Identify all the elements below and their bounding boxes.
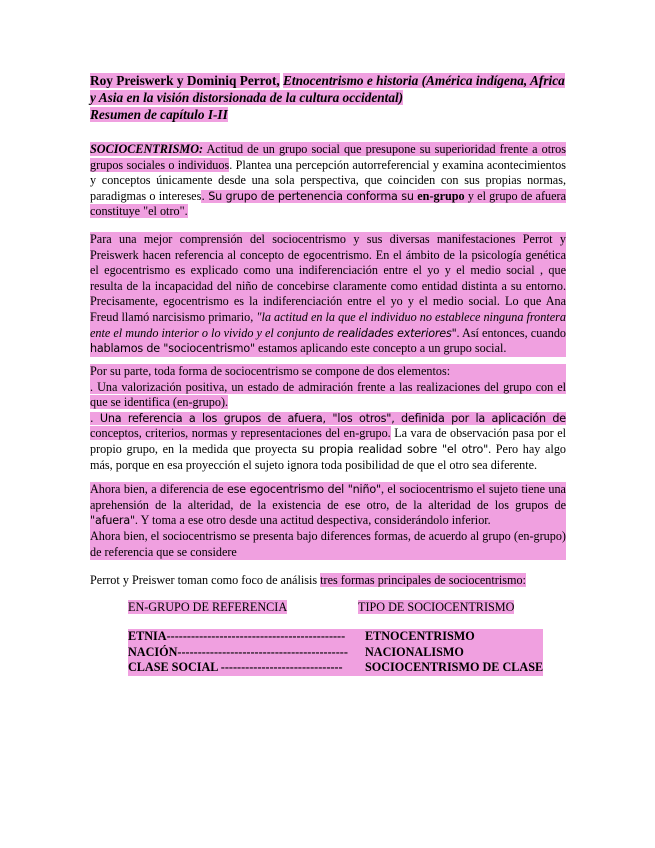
table-header: [128, 600, 514, 615]
p1-ingroup: en-grupo: [417, 188, 465, 203]
title-book: Etnocentrismo e historia (América indígena, Africa y Asia en la visión distorsionada de la cultura occidental): [90, 73, 565, 105]
paragraph-foco: [90, 573, 566, 589]
p4-text-e: . Y toma a ese otro desde una actitud despectiva, considerándolo inferior.: [134, 513, 491, 528]
table-row: [128, 645, 543, 661]
paragraph-egocentrismo: [90, 232, 566, 357]
table-row: [128, 660, 543, 676]
p4-text-a: Ahora bien, a diferencia de: [90, 482, 227, 496]
p2-text-c: hablamos de "sociocentrismo": [90, 342, 255, 356]
p6-text-b: tres formas principales de sociocentrismo:: [320, 573, 526, 587]
title-summary: Resumen de capítulo I-II: [90, 107, 228, 122]
paragraph-elementos: [90, 364, 566, 473]
title-authors: Roy Preiswerk y Dominiq Perrot,: [90, 73, 280, 88]
p2-text-d: estamos aplicando este concepto a un grupo social.: [254, 341, 507, 356]
p4-text-d: "afuera": [90, 514, 135, 528]
p3-item2-c: La vara de observación pasa por el propio grupo, en la medida que proyecta: [90, 426, 566, 456]
p3-item2-b: conceptos, criterios, normas y representaciones del en-grupo.: [90, 426, 391, 441]
p4-text-b: ese egocentrismo del "niño": [226, 483, 381, 496]
table-body: [128, 629, 543, 676]
table-cell-right: ETNOCENTRISMO: [365, 629, 475, 643]
p2-text-a: Para una mejor comprensión del sociocentrismo y sus diversas manifestaciones Perrot y Preiswerk hacen referencia al concepto de egocentrismo. En el ámbito de la psicología genética el egocentrismo es explicado como una indiferenciación entre el yo y el medio social , que resulta de la incapacidad del niño de concebirse claramente como entidad distinta a su entorno. Precisamente, egocentrismo es la indiferenciación entre el yo y el medio social. Lo que Ana Freud llamó narcisismo primario,: [90, 232, 566, 324]
p2-quote: "la actitud en la que el individuo no establece ninguna frontera ente el mundo interior o lo vivido y el conjunto de: [90, 309, 566, 340]
table-cell-left: ETNIA--------------------------------------------: [128, 629, 346, 643]
table-cell-left: NACIÓN------------------------------------------: [128, 644, 348, 659]
p3-line1: Por su parte, toda forma de sociocentrismo se compone de dos elementos:: [90, 364, 566, 380]
paragraph-sociocentrismo: [90, 142, 566, 220]
term-sociocentrismo: SOCIOCENTRISMO:: [90, 142, 204, 156]
paragraph-alteridad: [90, 482, 566, 529]
p3-item2-e: . Pero hay algo más, porque en esa proyección el sujeto ignora toda posibilidad de que el otro sea diferente.: [90, 441, 567, 472]
p3-item1: . Una valorización positiva, un estado de admiración frente a las realizaciones del grupo con el que se identifica (en-grupo).: [90, 379, 566, 410]
table-header-right: TIPO DE SOCIOCENTRISMO: [358, 600, 515, 614]
table-row: [128, 629, 543, 645]
p1-text-a: Actitud de un grupo social que presupone su superioridad frente a otros grupos sociales o individuos: [90, 142, 566, 172]
table-cell-right: SOCIOCENTRISMO DE CLASE: [365, 660, 544, 675]
p4-text-c: , el sociocentrismo el sujeto tiene una aprehensión de la alteridad, de la existencia de ese otro, de la alteridad de los grupos de: [90, 482, 566, 512]
paragraph-formas: [90, 529, 566, 560]
p2-quote-end: realidades exteriores": [337, 326, 457, 340]
table-cell-right: NACIONALISMO: [365, 644, 464, 659]
p3-item2-d: su propia realidad sobre "el otro": [301, 442, 489, 456]
p2-text-b: . Así entonces, cuando: [456, 325, 567, 340]
table-cell-left: CLASE SOCIAL ------------------------------: [128, 660, 343, 675]
p6-text-a: Perrot y Preiswer toman como foco de análisis: [90, 573, 321, 587]
table-header-left: EN-GRUPO DE REFERENCIA: [128, 600, 288, 614]
p1-text-b: . Plantea una percepción autorreferencial y examina acontecimientos y conceptos únicamente desde una sola perspectiva, que coinciden con sus propias normas, paradigmas o intereses: [90, 157, 566, 203]
p5-text: Ahora bien, el sociocentrismo se presenta bajo diferences formas, de acuerdo al grupo (en-grupo) de referencia que se considere: [90, 529, 566, 559]
document-title: [90, 72, 570, 123]
p1-text-d: y el grupo de afuera constituye "el otro".: [90, 188, 566, 219]
p1-text-c: . Su grupo de pertenencia conforma su: [201, 189, 418, 203]
p3-item2-a: . Una referencia a los grupos de afuera, "los otros", definida por la aplicación de: [90, 411, 566, 425]
